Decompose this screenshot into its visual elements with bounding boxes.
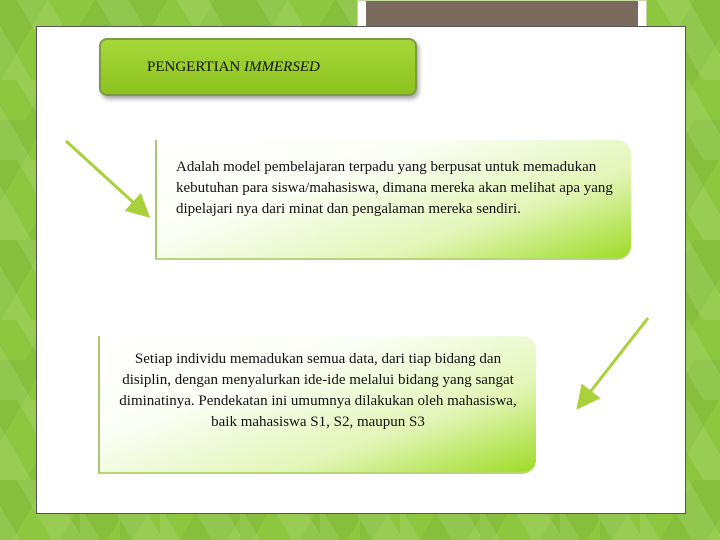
explanation-text: Setiap individu memadukan semua data, dari tiap bidang dan disiplin, dengan menyalurkan ide-ide melalui bidang yang sangat diminatinya. Pendekatan ini umumnya dilakukan oleh mahasiswa, baik mahasiswa S1, S2, maupun S3: [119, 351, 517, 430]
explanation-box: [98, 336, 536, 474]
definition-text: Adalah model pembelajaran terpadu yang berpusat untuk memadukan kebutuhan para siswa/mahasiswa, dimana mereka akan melihat apa yang dipelajari nya dari minat dan pengalaman mereka sendiri.: [176, 159, 613, 217]
title-prefix: PENGERTIAN: [147, 58, 245, 75]
arrow-to-definition: [66, 141, 146, 214]
arrow-to-explanation: [580, 318, 648, 405]
definition-box: [155, 140, 631, 260]
title-emphasis: IMMERSED: [244, 58, 320, 75]
